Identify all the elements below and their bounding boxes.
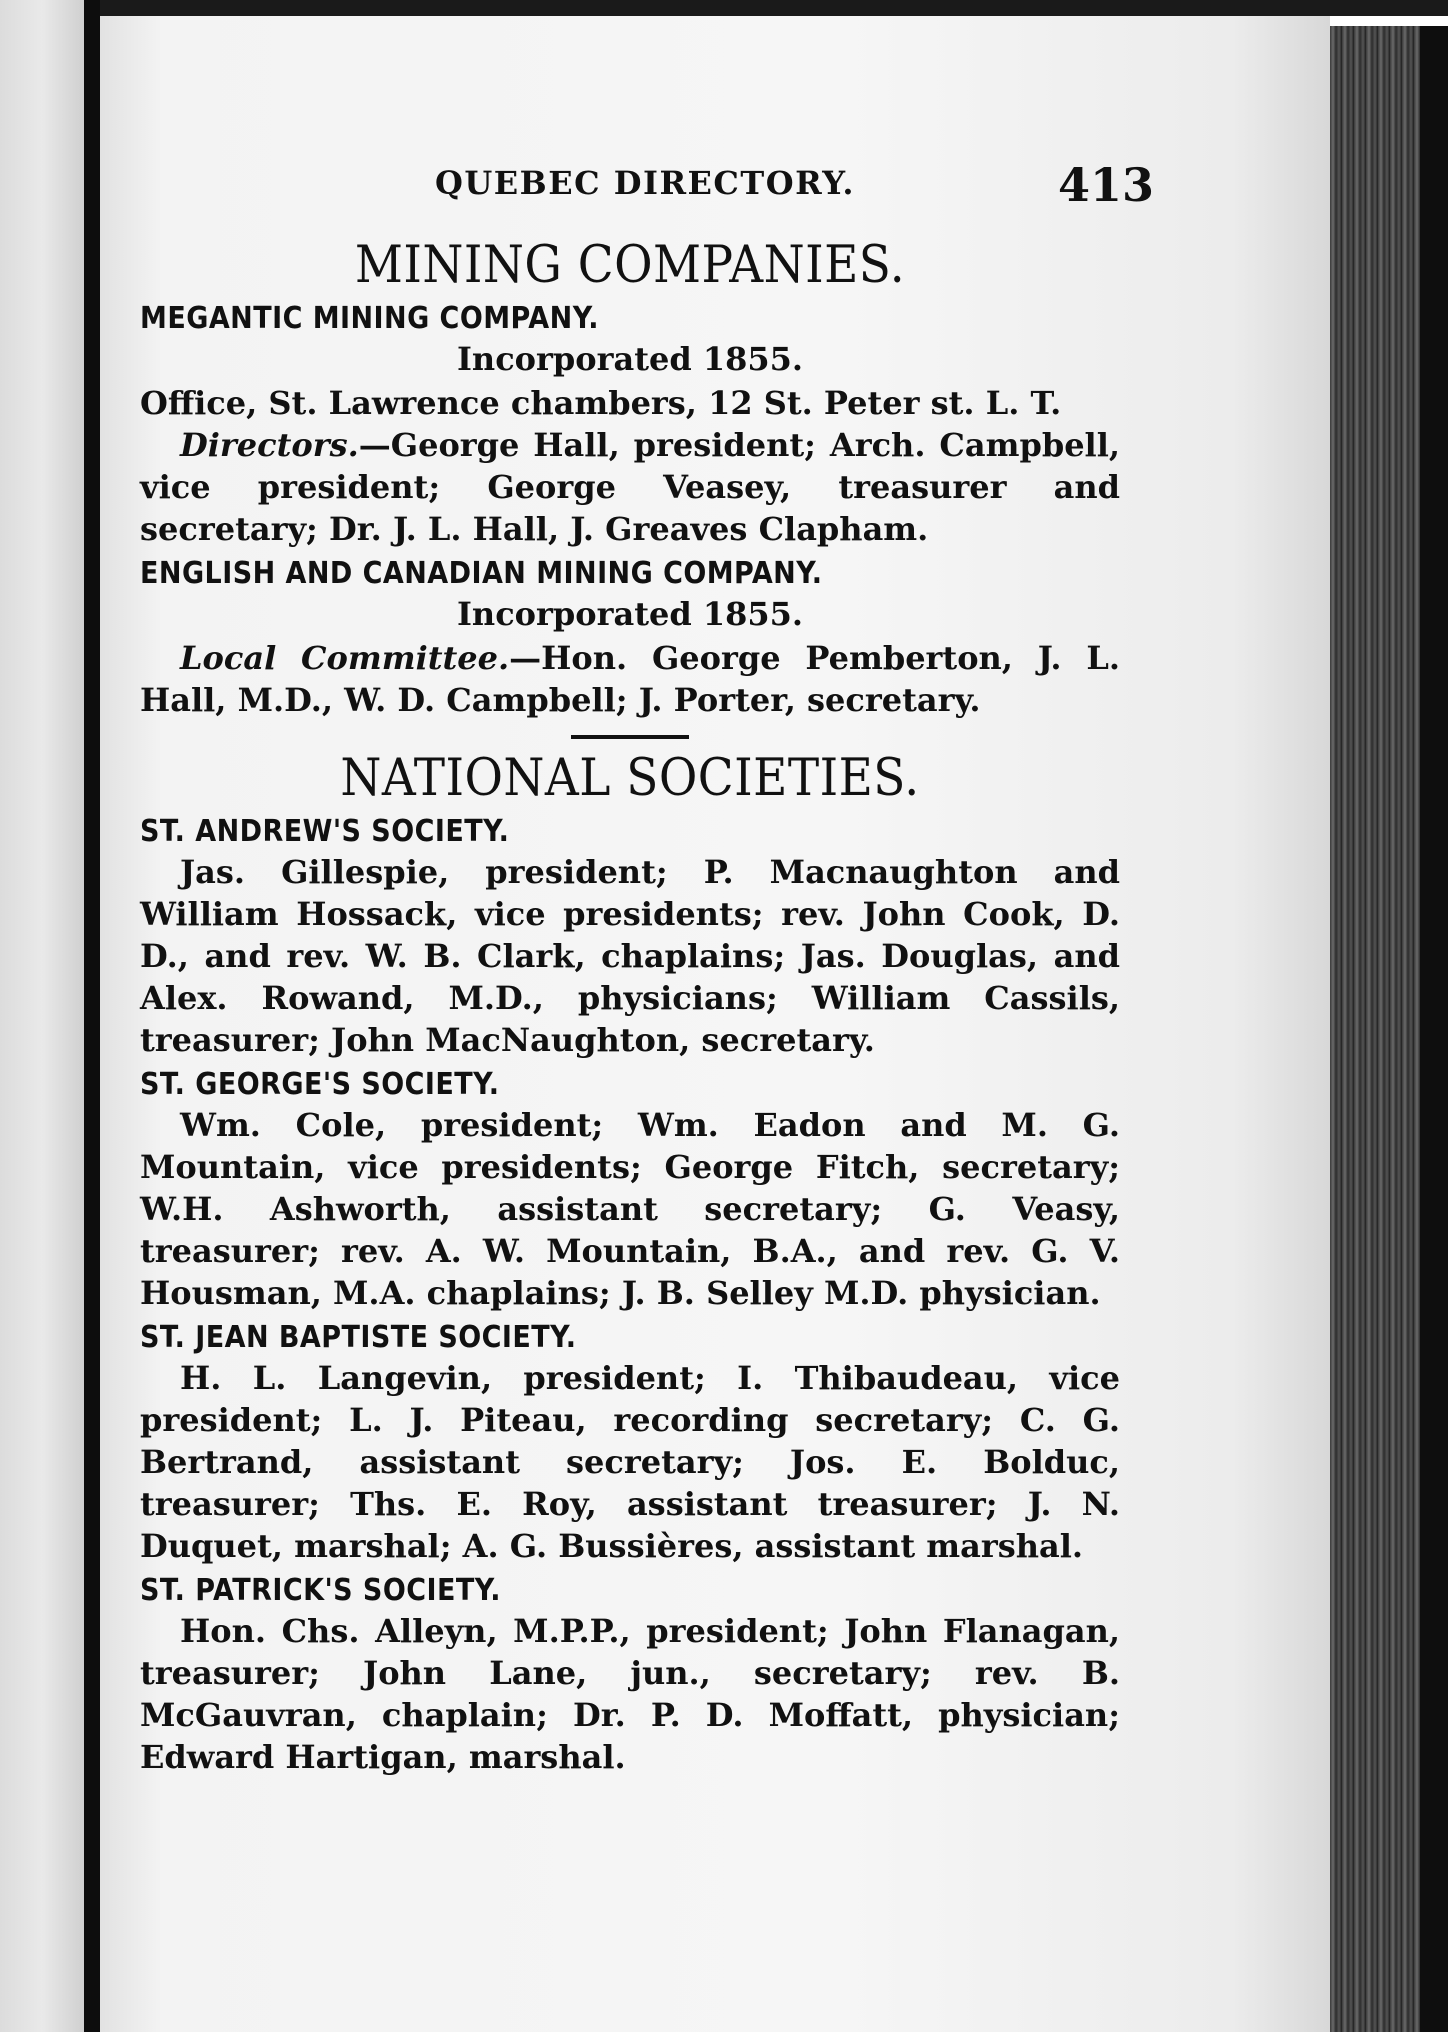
entry-text-st-patrick: Hon. Chs. Alleyn, M.P.P., president; John Flanagan, treasurer; John Lane, jun., secretary; rev. B. McGauvran, chaplain; Dr. P. D. Moffatt, physician; Edward Hartigan, marshal.	[140, 1612, 1120, 1776]
entry-text-st-andrew: Jas. Gillespie, president; P. Macnaughton and William Hossack, vice presidents; rev. John Cook, D. D., and rev. W. B. Clark, chaplains; Jas. Douglas, and Alex. Rowand, M.D., physicians; William Cassils, treasurer; John MacNaughton, secretary.	[140, 853, 1120, 1059]
page-content	[140, 158, 1155, 1778]
entry-title-english-canadian: ENGLISH AND CANADIAN MINING COMPANY.	[140, 556, 823, 591]
running-head-title: QUEBEC DIRECTORY.	[435, 164, 856, 202]
entry-text-st-george: Wm. Cole, president; Wm. Eadon and M. G. Mountain, vice presidents; George Fitch, secretary; W.H. Ashworth, assistant secretary; G. Veasy, treasurer; rev. A. W. Mountain, B.A., and rev. G. V. Housman, M.A. chaplains; J. B. Selley M.D. physician.	[140, 1106, 1120, 1312]
committee-label: Local Committee.	[180, 639, 510, 677]
directors-text: —George Hall, president; Arch. Campbell, vice president; George Veasey, treasurer and secretary; Dr. J. L. Hall, J. Greaves Clapham.	[140, 426, 1120, 548]
entry-title-st-patrick: ST. PATRICK'S SOCIETY.	[140, 1573, 501, 1608]
directors-megantic	[140, 424, 1120, 550]
directors-label: Directors.	[180, 426, 359, 464]
entry-title-megantic: MEGANTIC MINING COMPANY.	[140, 301, 599, 336]
entry-title-st-jean: ST. JEAN BAPTISTE SOCIETY.	[140, 1320, 577, 1355]
section-heading-mining: MINING COMPANIES.	[354, 236, 906, 295]
section-heading-national: NATIONAL SOCIETIES.	[340, 749, 920, 808]
entry-text-st-jean: H. L. Langevin, president; I. Thibaudeau, vice president; L. J. Piteau, recording secretary; C. G. Bertrand, assistant secretary; Jos. E. Bolduc, treasurer; Ths. E. Roy, assistant treasurer; J. N. Duquet, marshal; A. G. Bussières, assistant marshal.	[140, 1359, 1120, 1565]
book-gutter	[84, 0, 100, 2032]
office-megantic: Office, St. Lawrence chambers, 12 St. Peter st. L. T.	[140, 384, 1062, 422]
committee-text: —Hon. George Pemberton, J. L. Hall, M.D., W. D. Campbell; J. Porter, secretary.	[140, 639, 1121, 719]
top-shadow	[100, 0, 1448, 16]
section-divider	[571, 735, 689, 739]
entry-title-st-george: ST. GEORGE'S SOCIETY.	[140, 1067, 500, 1102]
incorporated-megantic: Incorporated 1855.	[456, 340, 804, 378]
facing-page-edge	[0, 0, 84, 2032]
running-head	[140, 158, 1155, 220]
page-number: 413	[1058, 158, 1155, 212]
entry-title-st-andrew: ST. ANDREW'S SOCIETY.	[140, 814, 510, 849]
committee-english-canadian	[140, 637, 1120, 721]
scan-border	[1420, 26, 1448, 2032]
incorporated-english-canadian: Incorporated 1855.	[456, 595, 804, 633]
